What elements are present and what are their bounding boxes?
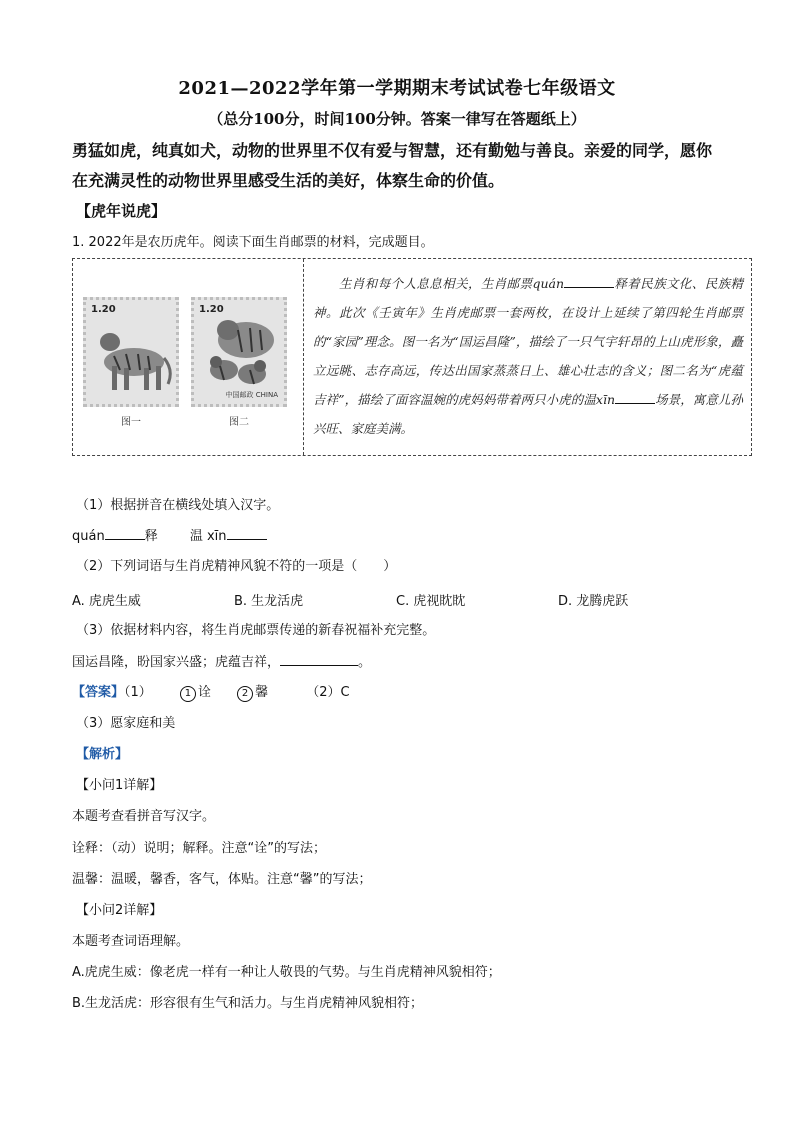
- analysis-label: 【解析】: [76, 747, 129, 762]
- figure-1-label: 图一: [121, 417, 141, 428]
- detail-2-line-2: A.虎虎生威：像老虎一样有一种让人敬畏的气势。与生肖虎精神风貌相符；: [72, 965, 501, 980]
- sub3-sentence-suffix: 。: [358, 655, 372, 670]
- sub1-char-1-suffix: 释: [144, 529, 158, 544]
- option-b[interactable]: B. 生龙活虎: [234, 594, 304, 609]
- material-text-part-2: 释着民族文化、民族精神。此次《壬寅年》生肖虎邮票一套两枚，在设计上延续了第四轮生肖邮票的“家园”理念。图一名为“国运昌隆”，描绘了一只气宇轩昂的上山虎形象，矗立远眺、志存高远，传达出国家蒸蒸日上、雄心壮志的含义；图二名为“虎蕴吉祥”，描绘了面容温婉的虎妈妈带着两只小虎的温xīn: [313, 276, 743, 407]
- sub1-prompt: （1）根据拼音在横线处填入汉字。: [76, 498, 280, 513]
- answer-part-3: （3）愿家庭和美: [76, 716, 176, 731]
- detail-1-line-3: 温馨：温暖，馨香，客气，体贴。注意“馨”的写法；: [72, 872, 372, 887]
- answer-part-1-prefix: （1）: [124, 685, 152, 700]
- intro-line-1: 勇猛如虎，纯真如犬，动物的世界里不仅有爱与智慧，还有勤勉与善良。亲爱的同学，愿你: [72, 141, 713, 160]
- option-c[interactable]: C. 虎视眈眈: [396, 594, 466, 609]
- option-a[interactable]: A. 虎虎生威: [72, 594, 141, 609]
- question-intro: 1. 2022年是农历虎年。阅读下面生肖邮票的材料，完成题目。: [72, 235, 434, 250]
- answer-circle-2: 2: [237, 686, 253, 702]
- answer-char-2: 馨: [255, 685, 269, 700]
- stamp-2-value: 1.20: [199, 304, 224, 315]
- tiger-family-icon: [194, 300, 284, 404]
- answer-char-1: 诠: [197, 685, 211, 700]
- material-blank-2[interactable]: [615, 391, 655, 405]
- sub3-sentence-prefix: 国运昌隆，盼国家兴盛；虎蕴吉祥，: [72, 655, 281, 670]
- detail-1-line-2: 诠释：（动）说明；解释。注意“诠”的写法；: [72, 841, 326, 856]
- intro-line-2: 在充满灵性的动物世界里感受生活的美好，体察生命的价值。: [72, 171, 505, 190]
- sub3-prompt: （3）依据材料内容，将生肖虎邮票传递的新春祝福补充完整。: [76, 623, 436, 638]
- exam-title: 2021—2022学年第一学期期末考试试卷七年级语文: [178, 78, 616, 99]
- tiger-icon: [86, 300, 176, 404]
- sub1-blanks: [72, 526, 267, 547]
- stamp-image-1: [83, 297, 179, 407]
- detail-2-heading: 【小问2详解】: [76, 903, 163, 918]
- material-text-part-1: 生肖和每个人息息相关，生肖邮票quán: [339, 276, 565, 291]
- detail-1-heading: 【小问1详解】: [76, 778, 163, 793]
- detail-1-line-1: 本题考查看拼音写汉字。: [72, 809, 216, 824]
- sub1-pinyin-1: quán: [72, 529, 105, 544]
- answer-line: [72, 683, 350, 703]
- option-d[interactable]: D. 龙腾虎跃: [558, 594, 629, 609]
- answer-circle-1: 1: [180, 686, 196, 702]
- exam-subtitle: （总分100分，时间100分钟。答案一律写在答题纸上）: [208, 110, 586, 128]
- stamp-image-2: [191, 297, 287, 407]
- material-text-part-3: 场景，寓意儿孙兴旺、家庭美满。: [313, 392, 743, 436]
- sub1-answer-blank-2[interactable]: [227, 526, 267, 540]
- material-blank-1[interactable]: [564, 275, 614, 289]
- stamp-country: 中国邮政 CHINA: [225, 391, 278, 399]
- stamp-images: [79, 297, 289, 447]
- answer-label: 【答案】: [72, 685, 125, 700]
- sub1-pinyin-2: 温 xīn: [189, 529, 227, 544]
- detail-2-line-1: 本题考查词语理解。: [72, 934, 190, 949]
- sub3-sentence: [72, 652, 371, 673]
- material-text: [313, 269, 743, 443]
- material-box: [72, 258, 752, 456]
- sub1-answer-blank-1[interactable]: [105, 526, 145, 540]
- material-divider: [303, 259, 304, 455]
- answer-part-2: （2）C: [306, 685, 350, 700]
- detail-2-line-3: B.生龙活虎：形容很有生气和活力。与生肖虎精神风貌相符；: [72, 996, 424, 1011]
- sub2-prompt: （2）下列词语与生肖虎精神风貌不符的一项是（ ）: [76, 559, 397, 574]
- stamp-1-value: 1.20: [91, 304, 116, 315]
- section-heading: 【虎年说虎】: [76, 202, 167, 220]
- sub3-answer-blank[interactable]: [280, 652, 358, 666]
- figure-2-label: 图二: [229, 417, 249, 428]
